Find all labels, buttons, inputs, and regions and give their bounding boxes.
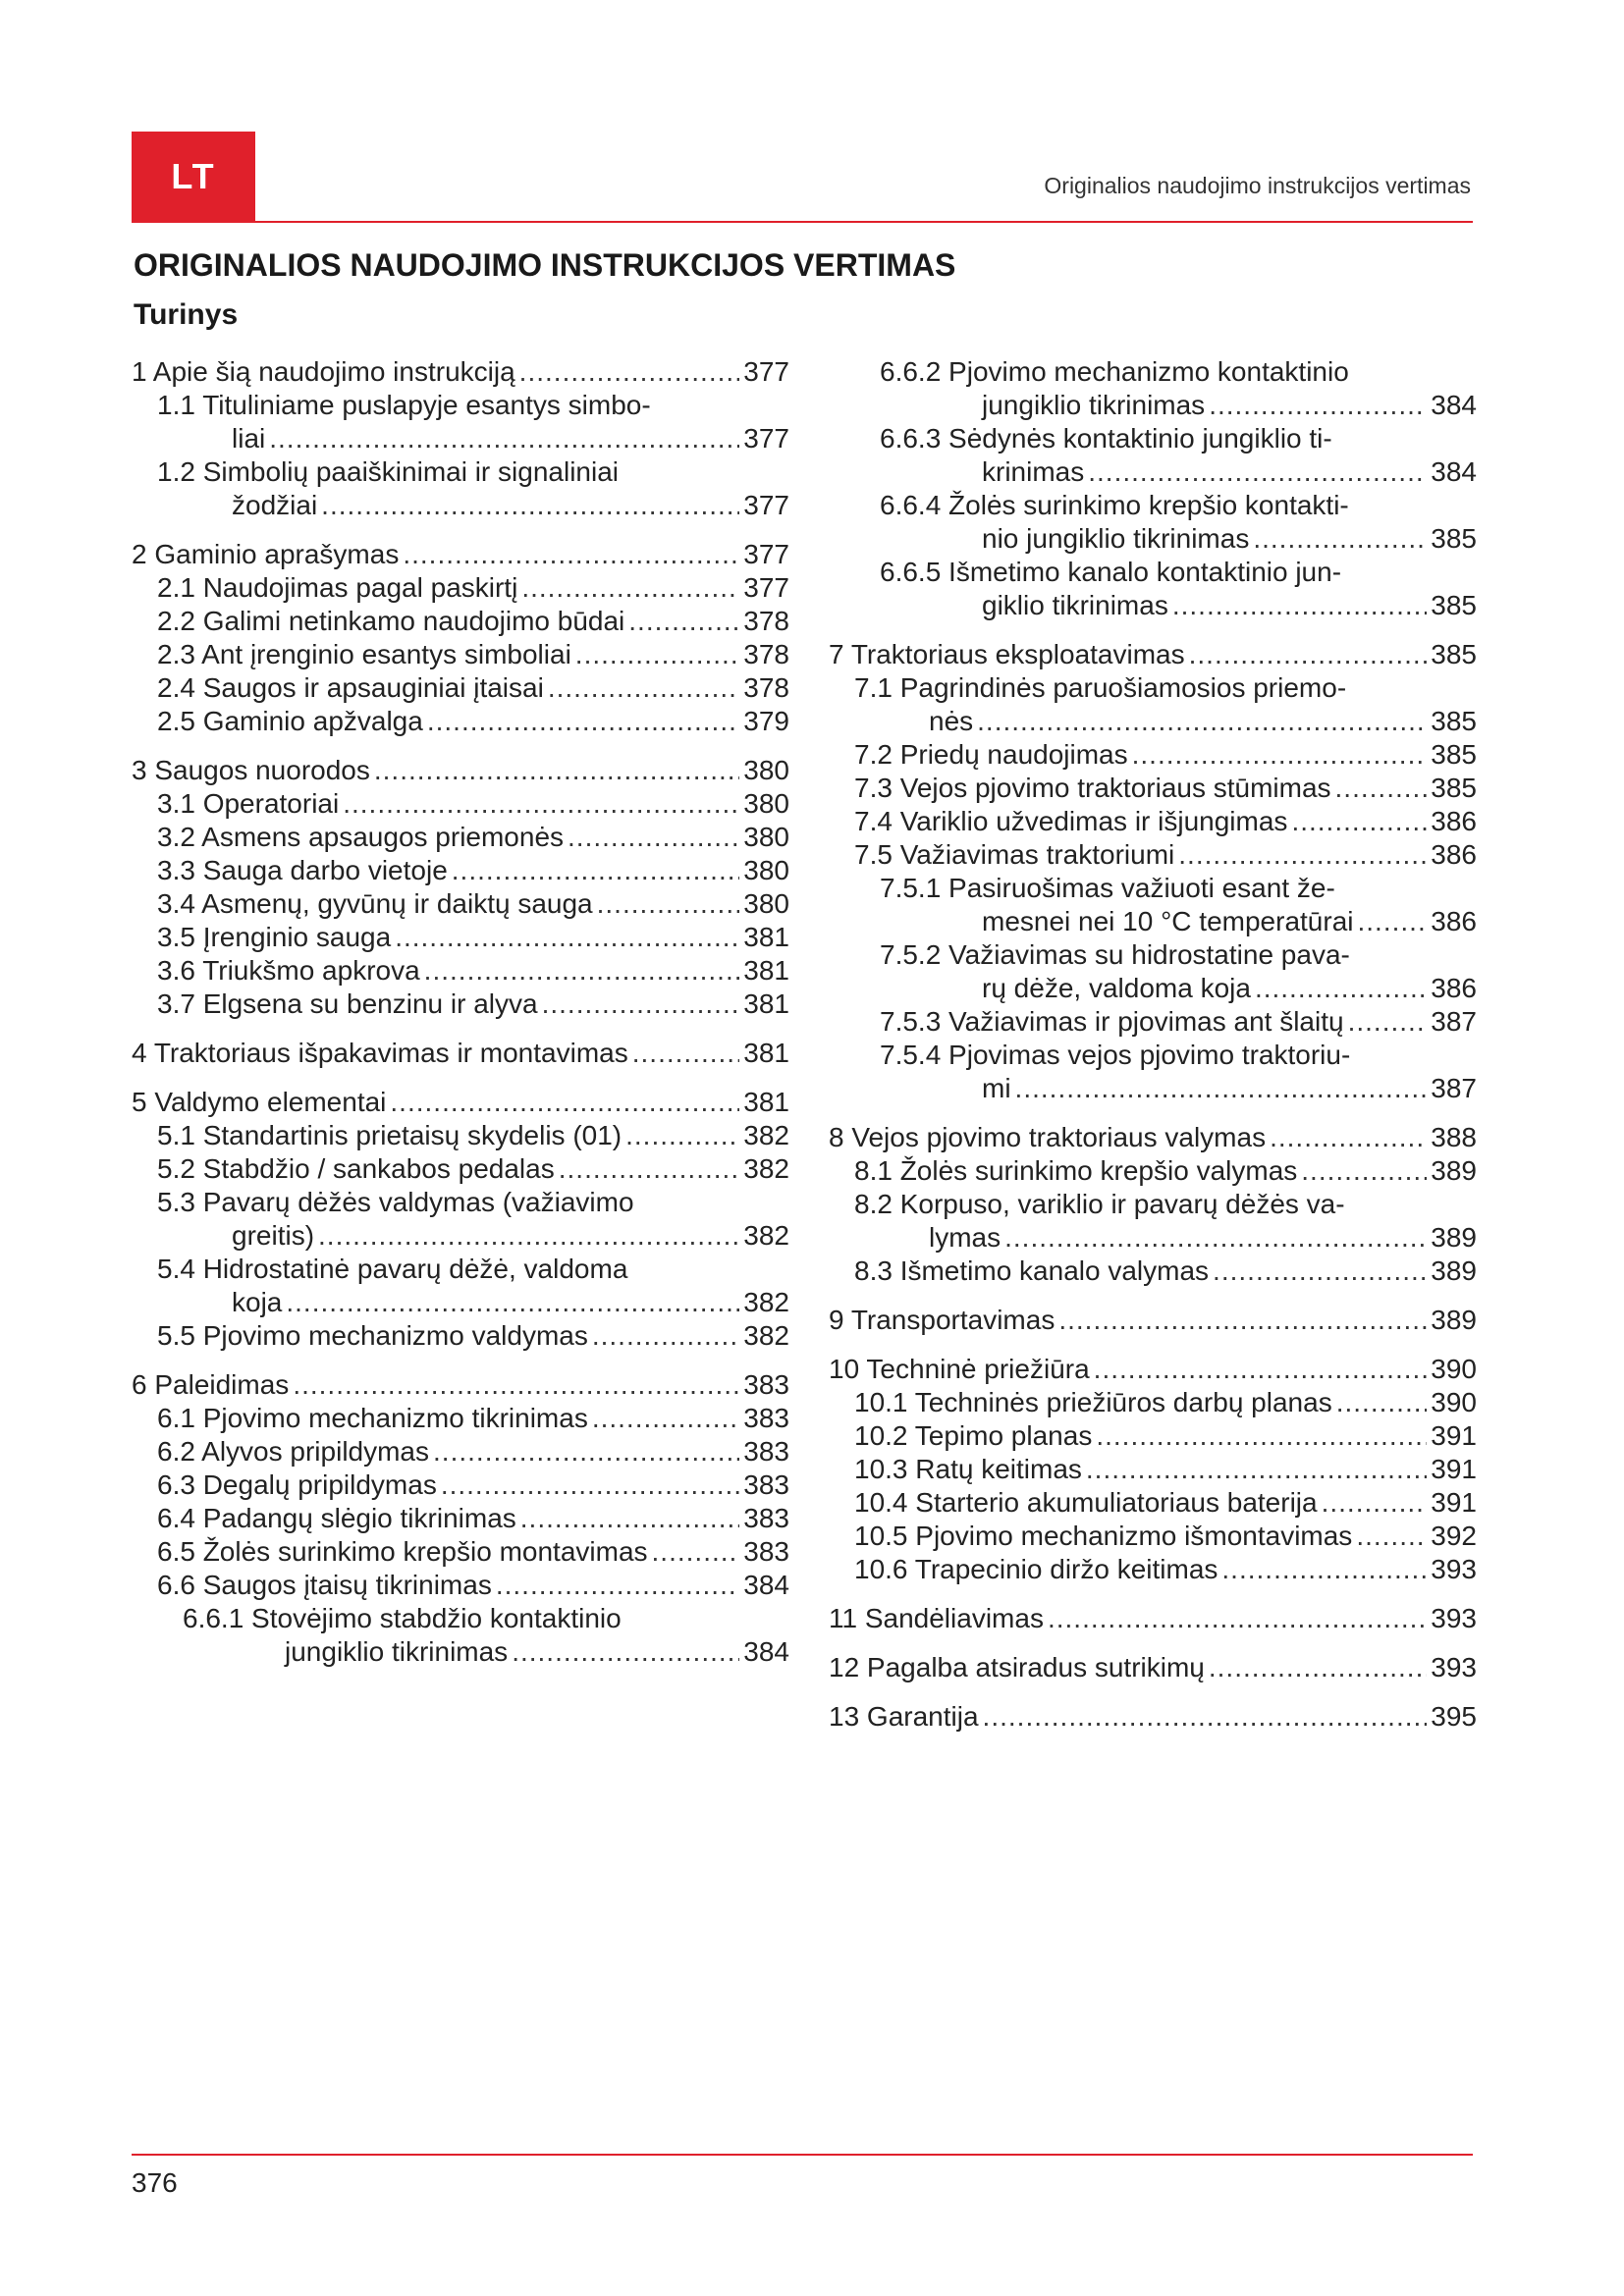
toc-entry[interactable] (829, 1255, 1477, 1288)
toc-entry-title: 7 Traktoriaus eksploatavimas (829, 639, 1185, 669)
toc-entry-title: 10.6 Trapecinio diržo keitimas (854, 1554, 1218, 1584)
toc-entry-page: 381 (743, 955, 789, 986)
toc-entry[interactable] (829, 1386, 1477, 1419)
toc-entry[interactable] (132, 1037, 789, 1070)
toc-entry-title: 6.6.4 Žolės surinkimo krepšio kontakti- (880, 490, 1349, 520)
toc-entry-page: 390 (1431, 1354, 1477, 1384)
toc-entry-title: 3.3 Sauga darbo vietoje (157, 855, 448, 885)
toc-entry-title: 6.3 Degalų pripildymas (157, 1469, 437, 1500)
toc-entry-title: greitis) (232, 1220, 315, 1251)
toc-entry-page: 380 (743, 755, 789, 785)
toc-entry[interactable] (132, 854, 789, 887)
dot-leader (1132, 738, 1428, 772)
dot-leader (521, 571, 739, 605)
dot-leader (1322, 1486, 1428, 1520)
dot-leader (286, 1286, 739, 1319)
toc-entry-page: 380 (743, 788, 789, 819)
toc-entry-page: 382 (743, 1120, 789, 1150)
toc-entry-title: 7.3 Vejos pjovimo traktoriaus stūmimas (854, 773, 1331, 803)
dot-leader (592, 1402, 739, 1435)
toc-entry-title: 7.5.2 Važiavimas su hidrostatine pava- (880, 939, 1350, 970)
toc-entry-page: 382 (743, 1287, 789, 1317)
toc-entry-title: rų dėže, valdoma koja (982, 973, 1251, 1003)
toc-entry[interactable] (829, 1486, 1477, 1520)
toc-entry-title: 5.3 Pavarų dėžės valdymas (važiavimo (157, 1187, 634, 1217)
dot-leader (1336, 1386, 1428, 1419)
toc-entry[interactable] (132, 1535, 789, 1569)
dot-leader (519, 355, 740, 389)
toc-entry-page: 390 (1431, 1387, 1477, 1417)
page-number: 376 (132, 2167, 178, 2198)
toc-entry[interactable] (829, 1154, 1477, 1188)
toc-entry[interactable] (829, 422, 1477, 489)
dot-leader (1301, 1154, 1427, 1188)
toc-entry[interactable] (132, 538, 789, 571)
footer-divider (132, 2154, 1473, 2156)
toc-entry-page: 391 (1431, 1487, 1477, 1518)
toc-entry-title: 8.3 Išmetimo kanalo valymas (854, 1255, 1210, 1286)
toc-entry[interactable] (829, 1700, 1477, 1734)
toc-entry-title: 10.3 Ratų keitimas (854, 1454, 1082, 1484)
toc-entry-title: 5.5 Pjovimo mechanizmo valdymas (157, 1320, 588, 1351)
toc-entry[interactable] (829, 838, 1477, 872)
header-divider (132, 221, 1473, 223)
toc-heading: Turinys (134, 298, 239, 331)
toc-entry-page: 379 (743, 706, 789, 736)
dot-leader (1058, 1304, 1427, 1337)
toc-entry-page: 386 (1431, 806, 1477, 836)
document-title: ORIGINALIOS NAUDOJIMO INSTRUKCIJOS VERTIMAS (134, 247, 956, 283)
toc-entry-title: liai (232, 423, 266, 454)
toc-entry[interactable] (132, 754, 789, 787)
dot-leader (1209, 389, 1427, 422)
toc-entry-page: 377 (743, 423, 789, 454)
toc-entry-page: 380 (743, 888, 789, 919)
toc-entry-title: 10.2 Tepimo planas (854, 1420, 1093, 1451)
toc-entry[interactable] (829, 1520, 1477, 1553)
dot-leader (597, 887, 740, 921)
toc-entry-title: 1.2 Simbolių paaiškinimai ir signaliniai (157, 456, 619, 487)
dot-leader (1189, 638, 1428, 671)
toc-entry-page: 377 (743, 356, 789, 387)
toc-entry[interactable] (829, 556, 1477, 622)
toc-entry[interactable] (132, 1253, 789, 1319)
toc-entry-title: 3.7 Elgsena su benzinu ir alyva (157, 988, 538, 1019)
toc-entry[interactable] (132, 638, 789, 671)
toc-entry[interactable] (132, 1602, 789, 1669)
toc-entry-title: 2 Gaminio aprašymas (132, 539, 400, 569)
toc-entry-title: 3.1 Operatoriai (157, 788, 340, 819)
toc-entry-page: 380 (743, 822, 789, 852)
toc-entry-page: 385 (1431, 523, 1477, 554)
dot-leader (1358, 905, 1428, 938)
toc-entry[interactable] (829, 872, 1477, 938)
toc-entry-title: jungiklio tikrinimas (982, 390, 1206, 420)
toc-entry-page: 385 (1431, 590, 1477, 620)
toc-entry-page: 393 (1431, 1554, 1477, 1584)
toc-entry-title: 11 Sandėliavimas (829, 1603, 1044, 1633)
toc-entry-title: 9 Transportavimas (829, 1305, 1056, 1335)
toc-entry-page: 385 (1431, 739, 1477, 770)
toc-entry-page: 388 (1431, 1122, 1477, 1152)
toc-entry-title: mi (982, 1073, 1011, 1103)
dot-leader (1094, 1353, 1428, 1386)
toc-entry-title: 7.5 Važiavimas traktoriumi (854, 839, 1175, 870)
dot-leader (625, 1119, 739, 1152)
dot-leader (983, 1700, 1428, 1734)
toc-entry-page: 377 (743, 539, 789, 569)
toc-entry-title: nės (929, 706, 974, 736)
toc-entry-page: 383 (743, 1503, 789, 1533)
dot-leader (520, 1502, 740, 1535)
dot-leader (542, 988, 740, 1021)
dot-leader (548, 671, 739, 705)
dot-leader (1015, 1072, 1428, 1105)
toc-entry-title: 10.4 Starterio akumuliatoriaus baterija (854, 1487, 1318, 1518)
toc-entry[interactable] (829, 638, 1477, 671)
toc-entry[interactable] (132, 921, 789, 954)
toc-entry-page: 381 (743, 1087, 789, 1117)
dot-leader (1255, 972, 1427, 1005)
dot-leader (1213, 1255, 1427, 1288)
toc-entry-page: 383 (743, 1403, 789, 1433)
toc-entry-page: 381 (743, 988, 789, 1019)
toc-entry[interactable] (132, 1368, 789, 1402)
toc-entry-page: 386 (1431, 839, 1477, 870)
toc-entry-page: 393 (1431, 1603, 1477, 1633)
toc-entry-page: 381 (743, 1038, 789, 1068)
toc-entry-page: 377 (743, 572, 789, 603)
toc-entry-title: 4 Traktoriaus išpakavimas ir montavimas (132, 1038, 628, 1068)
toc-entry-title: 7.4 Variklio užvedimas ir išjungimas (854, 806, 1288, 836)
dot-leader (1253, 522, 1427, 556)
dot-leader (1096, 1419, 1427, 1453)
dot-leader (592, 1319, 739, 1353)
toc-entry-page: 380 (743, 855, 789, 885)
toc-entry-page: 385 (1431, 706, 1477, 736)
toc-entry-page: 387 (1431, 1006, 1477, 1037)
toc-entry-title: 6.4 Padangų slėgio tikrinimas (157, 1503, 516, 1533)
toc-entry[interactable] (829, 1353, 1477, 1386)
toc-entry-title: 8.1 Žolės surinkimo krepšio valymas (854, 1155, 1298, 1186)
toc-entry-page: 393 (1431, 1652, 1477, 1682)
toc-entry-title: 7.5.3 Važiavimas ir pjovimas ant šlaitų (880, 1006, 1344, 1037)
toc-entry-page: 386 (1431, 973, 1477, 1003)
dot-leader (1048, 1602, 1427, 1635)
toc-entry-page: 377 (743, 490, 789, 520)
toc-entry-page: 385 (1431, 773, 1477, 803)
toc-entry[interactable] (132, 1152, 789, 1186)
toc-entry-title: 6.5 Žolės surinkimo krepšio montavimas (157, 1536, 648, 1567)
toc-entry-page: 395 (1431, 1701, 1477, 1732)
toc-entry[interactable] (829, 1005, 1477, 1039)
toc-entry[interactable] (132, 1402, 789, 1435)
toc-column-right (829, 355, 1477, 1734)
toc-entry-page: 383 (743, 1469, 789, 1500)
toc-entry-title: 6 Paleidimas (132, 1369, 290, 1400)
toc-entry[interactable] (132, 787, 789, 821)
toc-entry-title: nio jungiklio tikrinimas (982, 523, 1250, 554)
toc-entry-title: 5.4 Hidrostatinė pavarų dėžė, valdoma (157, 1254, 628, 1284)
toc-entry-page: 382 (743, 1320, 789, 1351)
toc-entry-title: 2.5 Gaminio apžvalga (157, 706, 423, 736)
toc-entry[interactable] (829, 1419, 1477, 1453)
dot-leader (293, 1368, 739, 1402)
toc-entry[interactable] (829, 1121, 1477, 1154)
dot-leader (1221, 1553, 1427, 1586)
toc-entry-page: 385 (1431, 639, 1477, 669)
toc-entry-page: 384 (743, 1636, 789, 1667)
toc-entry[interactable] (132, 1468, 789, 1502)
toc-entry[interactable] (132, 988, 789, 1021)
toc-entry[interactable] (829, 1453, 1477, 1486)
toc-entry-page: 382 (743, 1220, 789, 1251)
dot-leader (433, 1435, 739, 1468)
toc-entry[interactable] (829, 1039, 1477, 1105)
dot-leader (1172, 589, 1427, 622)
toc-entry-title: 1.1 Tituliniame puslapyje esantys simbo- (157, 390, 651, 420)
dot-leader (318, 1219, 739, 1253)
toc-entry-title: 5.2 Stabdžio / sankabos pedalas (157, 1153, 555, 1184)
toc-entry[interactable] (829, 738, 1477, 772)
toc-entry-title: giklio tikrinimas (982, 590, 1168, 620)
toc-entry-page: 384 (1431, 456, 1477, 487)
dot-leader (1356, 1520, 1427, 1553)
toc-entry[interactable] (829, 1651, 1477, 1684)
toc-entry[interactable] (829, 355, 1477, 422)
toc-entry[interactable] (829, 671, 1477, 738)
toc-entry[interactable] (132, 821, 789, 854)
dot-leader (652, 1535, 740, 1569)
toc-entry-title: mesnei nei 10 °C temperatūrai (982, 906, 1354, 936)
toc-entry[interactable] (132, 1119, 789, 1152)
toc-entry-page: 386 (1431, 906, 1477, 936)
language-tab: LT (132, 132, 255, 221)
toc-entry-title: lymas (929, 1222, 1001, 1253)
toc-entry[interactable] (132, 605, 789, 638)
toc-entry[interactable] (829, 772, 1477, 805)
toc-entry[interactable] (829, 938, 1477, 1005)
toc-entry-title: 2.2 Galimi netinkamo naudojimo būdai (157, 606, 625, 636)
toc-entry-title: 10.5 Pjovimo mechanizmo išmontavimas (854, 1521, 1353, 1551)
toc-entry[interactable] (132, 1502, 789, 1535)
toc-entry-title: krinimas (982, 456, 1085, 487)
toc-entry-page: 383 (743, 1536, 789, 1567)
dot-leader (424, 954, 740, 988)
toc-entry[interactable] (829, 1553, 1477, 1586)
dot-leader (427, 705, 739, 738)
toc-entry[interactable] (829, 1188, 1477, 1255)
toc-entry-title: 3.5 Įrenginio sauga (157, 922, 392, 952)
toc-entry-title: 1 Apie šią naudojimo instrukciją (132, 356, 515, 387)
toc-entry-title: 6.6 Saugos įtaisų tikrinimas (157, 1570, 492, 1600)
toc-entry-title: 6.6.3 Sėdynės kontaktinio jungiklio ti- (880, 423, 1332, 454)
dot-leader (977, 705, 1427, 738)
dot-leader (1004, 1221, 1427, 1255)
dot-leader (390, 1086, 739, 1119)
dot-leader (269, 422, 739, 455)
toc-entry-title: 3 Saugos nuorodos (132, 755, 370, 785)
toc-entry-title: 6.6.2 Pjovimo mechanizmo kontaktinio (880, 356, 1349, 387)
toc-entry[interactable] (829, 489, 1477, 556)
dot-leader (403, 538, 739, 571)
toc-entry-page: 389 (1431, 1155, 1477, 1186)
toc-entry-page: 392 (1431, 1521, 1477, 1551)
toc-entry[interactable] (132, 1186, 789, 1253)
toc-entry[interactable] (132, 705, 789, 738)
toc-entry-title: 6.6.5 Išmetimo kanalo kontaktinio jun- (880, 557, 1342, 587)
toc-entry[interactable] (132, 355, 789, 389)
toc-entry-title: jungiklio tikrinimas (285, 1636, 509, 1667)
toc-entry-title: 12 Pagalba atsiradus sutrikimų (829, 1652, 1205, 1682)
dot-leader (568, 821, 739, 854)
toc-entry-title: 3.6 Triukšmo apkrova (157, 955, 420, 986)
toc-entry-title: 10.1 Techninės priežiūros darbų planas (854, 1387, 1332, 1417)
toc-entry-title: 2.1 Naudojimas pagal paskirtį (157, 572, 518, 603)
dot-leader (441, 1468, 739, 1502)
toc-entry[interactable] (132, 389, 789, 455)
toc-entry[interactable] (132, 455, 789, 522)
dot-leader (374, 754, 739, 787)
toc-entry-title: 7.5.4 Pjovimas vejos pjovimo traktoriu- (880, 1040, 1351, 1070)
dot-leader (628, 605, 739, 638)
toc-entry-title: 7.5.1 Pasiruošimas važiuoti esant že- (880, 873, 1335, 903)
toc-entry-title: 5 Valdymo elementai (132, 1087, 387, 1117)
toc-entry-page: 383 (743, 1369, 789, 1400)
toc-entry-title: 7.2 Priedų naudojimas (854, 739, 1128, 770)
dot-leader (559, 1152, 740, 1186)
toc-entry-page: 382 (743, 1153, 789, 1184)
toc-entry[interactable] (132, 954, 789, 988)
toc-entry-title: koja (232, 1287, 283, 1317)
toc-entry[interactable] (829, 805, 1477, 838)
toc-entry-page: 389 (1431, 1305, 1477, 1335)
toc-entry[interactable] (132, 1569, 789, 1602)
toc-entry-page: 389 (1431, 1222, 1477, 1253)
toc-column-left (132, 355, 789, 1669)
toc-entry[interactable] (132, 571, 789, 605)
dot-leader (1178, 838, 1427, 872)
dot-leader (1209, 1651, 1427, 1684)
dot-leader (395, 921, 739, 954)
toc-entry[interactable] (829, 1304, 1477, 1337)
toc-entry-page: 391 (1431, 1454, 1477, 1484)
toc-entry-page: 378 (743, 639, 789, 669)
toc-entry-title: 10 Techninė priežiūra (829, 1354, 1090, 1384)
dot-leader (321, 489, 739, 522)
dot-leader (1086, 1453, 1427, 1486)
toc-entry-page: 384 (1431, 390, 1477, 420)
toc-entry-page: 383 (743, 1436, 789, 1467)
dot-leader (1335, 772, 1428, 805)
toc-entry[interactable] (132, 1086, 789, 1119)
toc-entry-page: 378 (743, 672, 789, 703)
toc-entry-title: 8 Vejos pjovimo traktoriaus valymas (829, 1122, 1267, 1152)
toc-entry-title: 6.2 Alyvos pripildymas (157, 1436, 430, 1467)
toc-entry-title: 7.1 Pagrindinės paruošiamosios priemo- (854, 672, 1347, 703)
dot-leader (1348, 1005, 1428, 1039)
toc-entry-page: 391 (1431, 1420, 1477, 1451)
toc-entry-title: 8.2 Korpuso, variklio ir pavarų dėžės va- (854, 1189, 1345, 1219)
toc-entry-title: 2.3 Ant įrenginio esantys simboliai (157, 639, 571, 669)
toc-entry[interactable] (829, 1602, 1477, 1635)
toc-entry-title: 13 Garantija (829, 1701, 979, 1732)
toc-entry-title: 6.6.1 Stovėjimo stabdžio kontaktinio (183, 1603, 622, 1633)
toc-entry-title: 6.1 Pjovimo mechanizmo tikrinimas (157, 1403, 588, 1433)
dot-leader (1291, 805, 1427, 838)
dot-leader (343, 787, 739, 821)
dot-leader (575, 638, 739, 671)
toc-entry[interactable] (132, 1319, 789, 1353)
toc-entry-page: 387 (1431, 1073, 1477, 1103)
dot-leader (496, 1569, 739, 1602)
toc-entry-title: 2.4 Saugos ir apsauginiai įtaisai (157, 672, 544, 703)
dot-leader (512, 1635, 739, 1669)
toc-entry[interactable] (132, 671, 789, 705)
toc-entry-page: 384 (743, 1570, 789, 1600)
dot-leader (632, 1037, 740, 1070)
toc-entry-page: 381 (743, 922, 789, 952)
toc-entry-title: 3.2 Asmens apsaugos priemonės (157, 822, 565, 852)
toc-entry-title: 3.4 Asmenų, gyvūnų ir daiktų sauga (157, 888, 593, 919)
toc-entry[interactable] (132, 1435, 789, 1468)
toc-entry-page: 378 (743, 606, 789, 636)
dot-leader (1270, 1121, 1427, 1154)
header-caption: Originalios naudojimo instrukcijos vertimas (1044, 173, 1471, 198)
toc-entry[interactable] (132, 887, 789, 921)
dot-leader (452, 854, 740, 887)
toc-entry-page: 389 (1431, 1255, 1477, 1286)
toc-entry-title: 5.1 Standartinis prietaisų skydelis (01) (157, 1120, 623, 1150)
dot-leader (1088, 455, 1427, 489)
toc-entry-title: žodžiai (232, 490, 318, 520)
